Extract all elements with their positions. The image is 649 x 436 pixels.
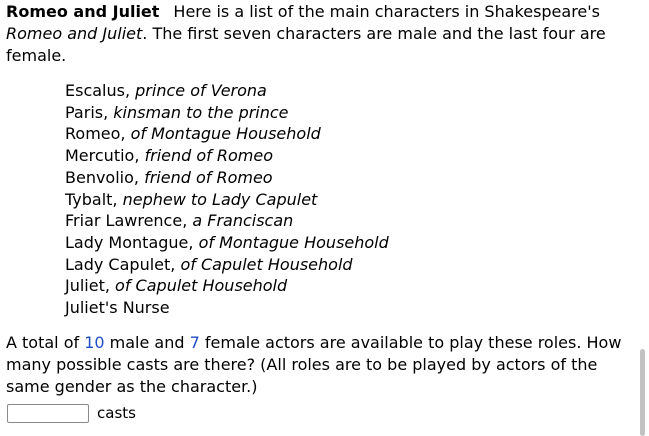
character-role: friend of Romeo [144,167,273,187]
character-item [65,123,630,145]
character-name: Romeo, [65,124,131,144]
question-text [6,332,630,398]
scrollbar-thumb[interactable] [640,349,645,436]
character-item [65,189,630,211]
character-item [65,275,630,297]
character-name: Juliet's Nurse [65,298,170,318]
answer-unit-label: casts [97,404,136,423]
problem-intro [6,0,630,67]
character-item [65,102,630,124]
play-name: Romeo and Juliet [6,24,143,43]
character-item [65,254,630,276]
character-item [65,232,630,254]
character-role: of Capulet Household [180,254,353,274]
character-role: kinsman to the prince [113,102,289,122]
male-count: 10 [84,332,105,352]
character-item [65,167,630,189]
character-role: friend of Romeo [144,146,274,166]
question-part3: female actors are available to play these roles. How many possible casts are there? (All roles are to be played by actors of the same gender as the character.) [6,332,622,396]
character-role: prince of Verona [135,81,267,100]
problem-content [6,0,630,423]
answer-input[interactable] [7,404,89,423]
answer-row [6,404,630,423]
female-count: 7 [189,332,200,352]
character-name: Paris, [65,102,114,122]
character-item [65,210,630,232]
character-item [65,145,630,167]
problem-title: Romeo and Juliet [6,2,160,21]
character-role: nephew to Lady Capulet [122,189,318,209]
character-name: Lady Montague, [65,232,199,252]
question-part2: male and [104,332,190,352]
character-name: Benvolio, [65,167,145,187]
character-name: Mercutio, [65,146,145,166]
character-name: Tybalt, [65,189,123,209]
character-list [6,80,630,319]
character-item [65,297,630,319]
character-role: of Montague Household [198,232,389,252]
character-role: of Montague Household [130,124,321,144]
intro-lead-text: Here is a list of the main characters in Shakespeare's [173,2,601,21]
question-part1: A total of [6,332,85,352]
character-role: a Franciscan [192,211,294,231]
character-item [65,80,630,102]
character-name: Juliet, [65,276,116,296]
character-name: Escalus, [65,81,136,100]
character-name: Friar Lawrence, [65,211,193,231]
character-name: Lady Capulet, [65,254,181,274]
intro-rest-text: . The first seven characters are male and the last four are female. [6,24,606,65]
character-role: of Capulet Household [115,276,288,296]
